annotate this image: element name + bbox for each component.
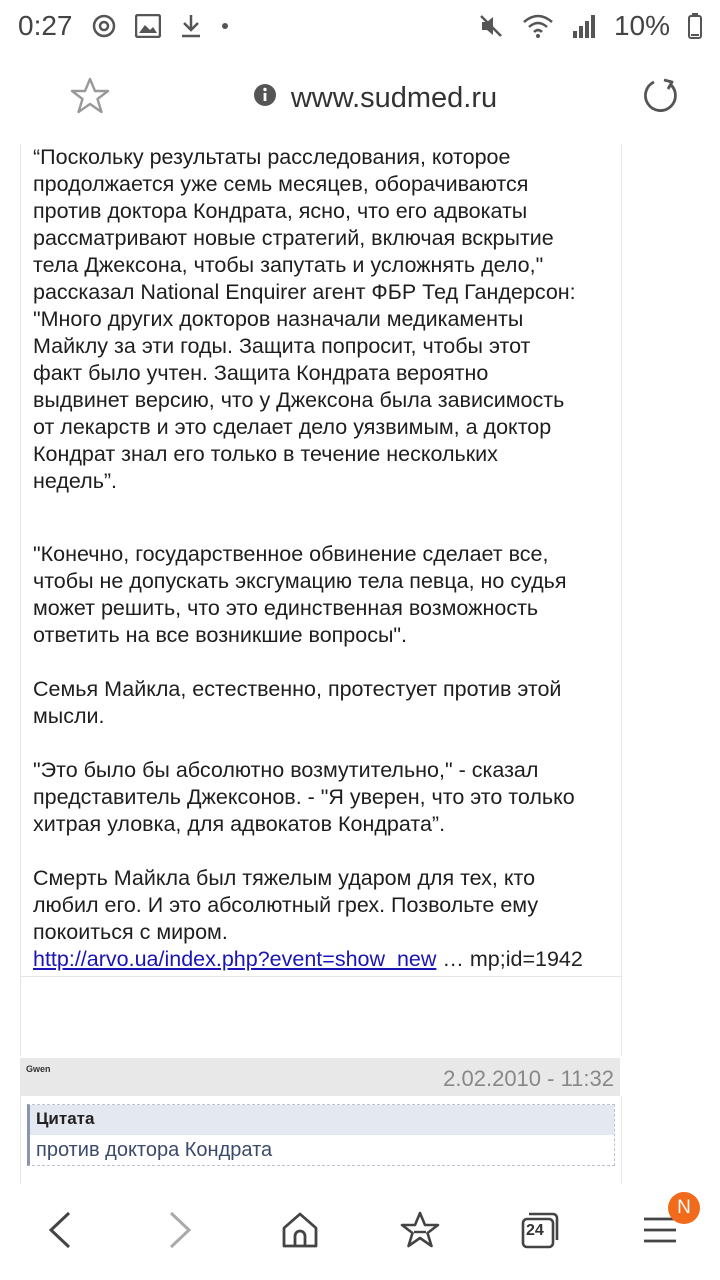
post-paragraph-3 bbox=[33, 676, 623, 730]
bottom-navigation bbox=[0, 1184, 720, 1280]
source-link-line bbox=[33, 946, 623, 973]
chevron-left-icon bbox=[45, 1210, 75, 1255]
battery-icon bbox=[688, 13, 702, 39]
text-line: продолжается уже семь месяцев, оборачиваются bbox=[33, 172, 529, 196]
text-line: "Это было бы абсолютно возмутительно," - сказал bbox=[33, 758, 539, 782]
text-line: любил его. И это абсолютный грех. Позвольте ему bbox=[33, 893, 539, 917]
reload-icon[interactable] bbox=[640, 76, 680, 121]
chevron-right-icon bbox=[165, 1210, 195, 1255]
text-line: хитрая уловка, для адвокатов Кондрата”. bbox=[33, 812, 446, 836]
tab-count: 24 bbox=[526, 1222, 544, 1239]
quote-title: Цитата bbox=[30, 1105, 614, 1135]
source-link-suffix: … mp;id=1942 bbox=[436, 947, 583, 971]
status-time: 0:27 bbox=[18, 10, 73, 41]
home-button[interactable] bbox=[260, 1192, 340, 1272]
image-icon bbox=[135, 14, 161, 38]
source-link[interactable]: http://arvo.ua/index.php?event=show_new bbox=[33, 947, 437, 971]
text-line: Смерть Майкла был тяжелым ударом для тех, кто bbox=[33, 866, 536, 890]
star-bookmarks-icon bbox=[400, 1210, 440, 1255]
text-line: "Конечно, государственное обвинение сделает все, bbox=[33, 542, 549, 566]
reply-date: 2.02.2010 - 11:32 bbox=[443, 1066, 614, 1091]
text-line: против доктора Кондрата, ясно, что его адвокаты bbox=[33, 199, 528, 223]
text-line: может решить, что это единственная возможность bbox=[33, 596, 539, 620]
signal-icon bbox=[572, 13, 596, 39]
status-left bbox=[18, 10, 229, 42]
reply-header bbox=[20, 1058, 620, 1096]
quote-text: против доктора Кондрата bbox=[36, 1139, 273, 1161]
page-content bbox=[0, 144, 720, 1184]
mute-icon bbox=[478, 13, 504, 39]
text-line: “Поскольку результаты расследования, которое bbox=[33, 145, 511, 169]
bookmarks-button[interactable] bbox=[380, 1192, 460, 1272]
battery-text: 10% bbox=[613, 10, 670, 41]
quote-block bbox=[27, 1104, 615, 1166]
tabs-button[interactable] bbox=[500, 1192, 580, 1272]
reply-author[interactable]: Gwen bbox=[26, 1064, 51, 1074]
text-line: от лекарств и это сделает дело уязвимым, а доктор bbox=[33, 415, 552, 439]
dot-icon bbox=[221, 22, 229, 30]
address-bar bbox=[0, 52, 720, 144]
post-body bbox=[20, 144, 622, 977]
text-line: покоиться с миром. bbox=[33, 920, 228, 944]
post-paragraph-2 bbox=[33, 541, 623, 649]
text-line: Майклу за эти годы. Защита попросит, чтобы этот bbox=[33, 334, 531, 358]
sync-icon bbox=[91, 13, 117, 39]
text-line: тела Джексона, чтобы запутать и усложнять дело," bbox=[33, 253, 544, 277]
status-right bbox=[478, 10, 702, 42]
status-bar bbox=[0, 0, 720, 52]
text-line: выдвинет версию, что у Джексона была зависимость bbox=[33, 388, 565, 412]
text-line: мысли. bbox=[33, 704, 105, 728]
text-line: представитель Джексонов. - "Я уверен, что это только bbox=[33, 785, 575, 809]
download-icon bbox=[179, 13, 203, 39]
text-line: рассказал National Enquirer агент ФБР Тед Гандерсон: bbox=[33, 280, 576, 304]
forward-button[interactable] bbox=[140, 1192, 220, 1272]
post-paragraph-4 bbox=[33, 757, 623, 838]
text-line: рассматривают новые стратегий, включая вскрытие bbox=[33, 226, 554, 250]
text-line: ответить на все возникшие вопросы". bbox=[33, 623, 408, 647]
text-line: Семья Майкла, естественно, протестует против этой bbox=[33, 677, 562, 701]
info-icon[interactable] bbox=[253, 82, 277, 115]
text-line: чтобы не допускать эксгумацию тела певца, но судья bbox=[33, 569, 567, 593]
text-line: факт было учтен. Защита Кондрата вероятно bbox=[33, 361, 489, 385]
text-line: "Много других докторов назначали медикаменты bbox=[33, 307, 524, 331]
wifi-icon bbox=[522, 13, 554, 39]
text-line: Кондрат знал его только в течение нескольких bbox=[33, 442, 498, 466]
text-line: недель”. bbox=[33, 469, 118, 493]
notification-badge: N bbox=[668, 1192, 700, 1224]
post-spacer bbox=[20, 976, 622, 1056]
post-paragraph-5 bbox=[33, 865, 623, 973]
back-button[interactable] bbox=[20, 1192, 100, 1272]
bookmark-star-icon[interactable] bbox=[70, 76, 110, 121]
url-field[interactable] bbox=[253, 82, 497, 115]
menu-button[interactable] bbox=[620, 1192, 700, 1272]
home-icon bbox=[280, 1210, 320, 1255]
reply-body bbox=[20, 1096, 622, 1184]
url-text[interactable]: www.sudmed.ru bbox=[290, 81, 498, 114]
post-paragraph-1 bbox=[33, 144, 623, 495]
